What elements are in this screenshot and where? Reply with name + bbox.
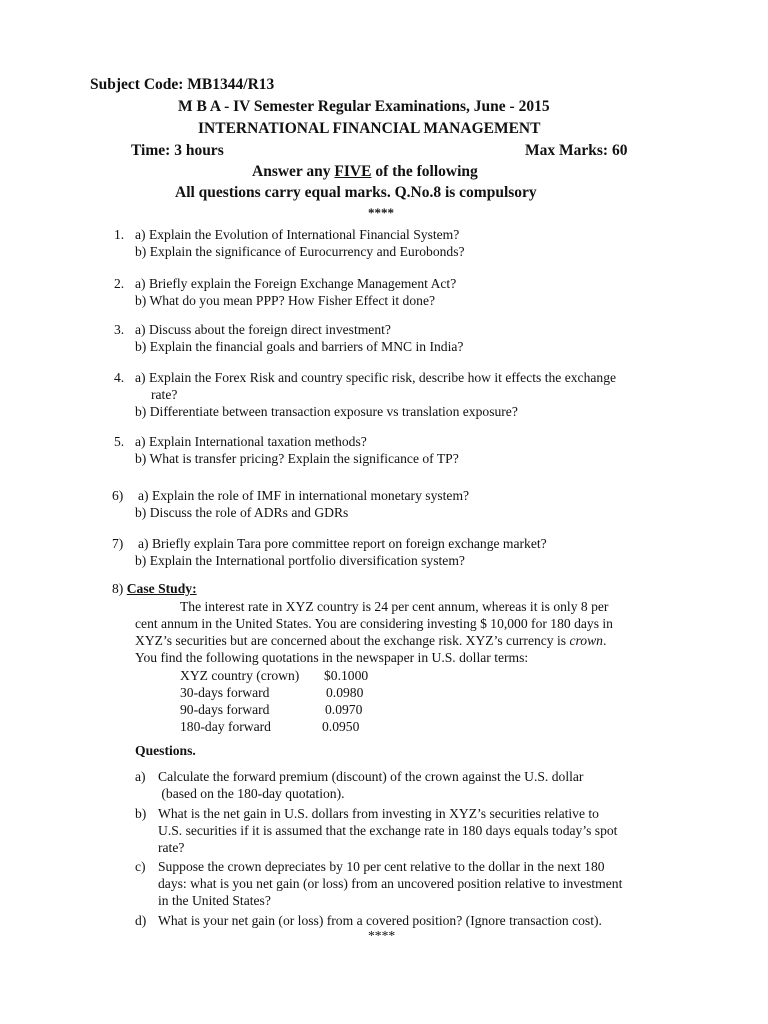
- question-number: 5.: [114, 434, 125, 449]
- instruction-line-2: All questions carry equal marks. Q.No.8 is compulsory: [175, 184, 537, 201]
- question-number: 8): [112, 581, 124, 596]
- question-line: b) Explain the financial goals and barriers of MNC in India?: [135, 339, 464, 354]
- instruction-pre: Answer any: [252, 163, 335, 180]
- question-number: 1.: [114, 227, 125, 242]
- paragraph-line: [135, 632, 695, 649]
- question-line: a) Explain the Forex Risk and country specific risk, describe how it effects the exchange: [135, 370, 617, 385]
- question-number: 3.: [114, 322, 125, 337]
- question-line: b) Discuss the role of ADRs and GDRs: [135, 505, 349, 520]
- paragraph-line: The interest rate in XYZ country is 24 per cent annum, whereas it is only 8 per: [180, 599, 609, 614]
- question-number: 2.: [114, 276, 125, 291]
- quote-value: 0.0970: [325, 702, 363, 717]
- quote-label: 30-days forward: [180, 685, 270, 700]
- question-number: 7): [112, 536, 124, 551]
- sub-question-line: Calculate the forward premium (discount) of the crown against the U.S. dollar: [158, 769, 584, 784]
- end-separator: ****: [368, 928, 396, 943]
- sub-question-line: in the United States?: [158, 893, 271, 908]
- instruction-line-1: [252, 163, 478, 181]
- sub-question-line: days: what is you net gain (or loss) from an uncovered position relative to investment: [158, 876, 623, 891]
- question-line: a) Explain the role of IMF in international monetary system?: [138, 488, 470, 503]
- quote-label: XYZ country (crown): [180, 668, 300, 683]
- course-title: INTERNATIONAL FINANCIAL MANAGEMENT: [198, 120, 541, 137]
- question-line: b) What is transfer pricing? Explain the significance of TP?: [135, 451, 459, 466]
- sub-question-line: rate?: [158, 840, 185, 855]
- question-line: a) Briefly explain Tara pore committee report on foreign exchange market?: [138, 536, 547, 551]
- exam-time: Time: 3 hours: [131, 142, 224, 159]
- questions-title: Questions.: [135, 743, 196, 758]
- quote-value: $0.1000: [324, 668, 369, 683]
- question-line: a) Briefly explain the Foreign Exchange Management Act?: [135, 276, 457, 291]
- sub-question-mark: c): [135, 859, 146, 874]
- paragraph-line: cent annum in the United States. You are considering investing $ 10,000 for 180 days in: [135, 616, 613, 631]
- case-study-title: Case Study:: [126, 581, 197, 596]
- sub-question-line: What is the net gain in U.S. dollars from investing in XYZ’s securities relative to: [158, 806, 599, 821]
- sub-question-line: U.S. securities if it is assumed that the exchange rate in 180 days equals today’s spot: [158, 823, 618, 838]
- question-number: 4.: [114, 370, 125, 385]
- subject-code: Subject Code: MB1344/R13: [90, 76, 275, 93]
- case-study-heading: [112, 580, 197, 597]
- exam-title: M B A - IV Semester Regular Examinations, June - 2015: [178, 98, 550, 115]
- question-line: b) Explain the International portfolio diversification system?: [135, 553, 465, 568]
- question-line: a) Explain International taxation methods?: [135, 434, 367, 449]
- question-number: 6): [112, 488, 124, 503]
- instruction-post: of the following: [371, 163, 478, 180]
- case-study-paragraph: [135, 598, 695, 666]
- currency-suffix: .: [602, 633, 607, 648]
- quote-value: 0.0950: [322, 719, 360, 734]
- quote-value: 0.0980: [326, 685, 364, 700]
- instruction-emphasis: FIVE: [334, 163, 372, 180]
- question-line: b) Differentiate between transaction exposure vs translation exposure?: [135, 404, 518, 419]
- paragraph-text: XYZ’s securities but are concerned about the exchange risk. XYZ’s currency is: [135, 633, 570, 648]
- sub-question-mark: d): [135, 913, 147, 928]
- sub-question-line: What is your net gain (or loss) from a covered position? (Ignore transaction cost).: [158, 913, 602, 928]
- question-line: rate?: [151, 387, 178, 402]
- currency-name: crown: [569, 633, 603, 648]
- quote-label: 180-day forward: [180, 719, 271, 734]
- sub-question-line: Suppose the crown depreciates by 10 per cent relative to the dollar in the next 180: [158, 859, 605, 874]
- sub-question-mark: b): [135, 806, 147, 821]
- sub-question-line: (based on the 180-day quotation).: [158, 786, 345, 801]
- question-line: a) Discuss about the foreign direct investment?: [135, 322, 391, 337]
- paragraph-line: You find the following quotations in the newspaper in U.S. dollar terms:: [135, 650, 529, 665]
- quote-label: 90-days forward: [180, 702, 270, 717]
- header-separator: ****: [368, 205, 394, 220]
- sub-question-mark: a): [135, 769, 146, 784]
- question-line: a) Explain the Evolution of International Financial System?: [135, 227, 460, 242]
- question-line: b) What do you mean PPP? How Fisher Effect it done?: [135, 293, 436, 308]
- question-line: b) Explain the significance of Eurocurrency and Eurobonds?: [135, 244, 465, 259]
- max-marks: Max Marks: 60: [525, 142, 628, 159]
